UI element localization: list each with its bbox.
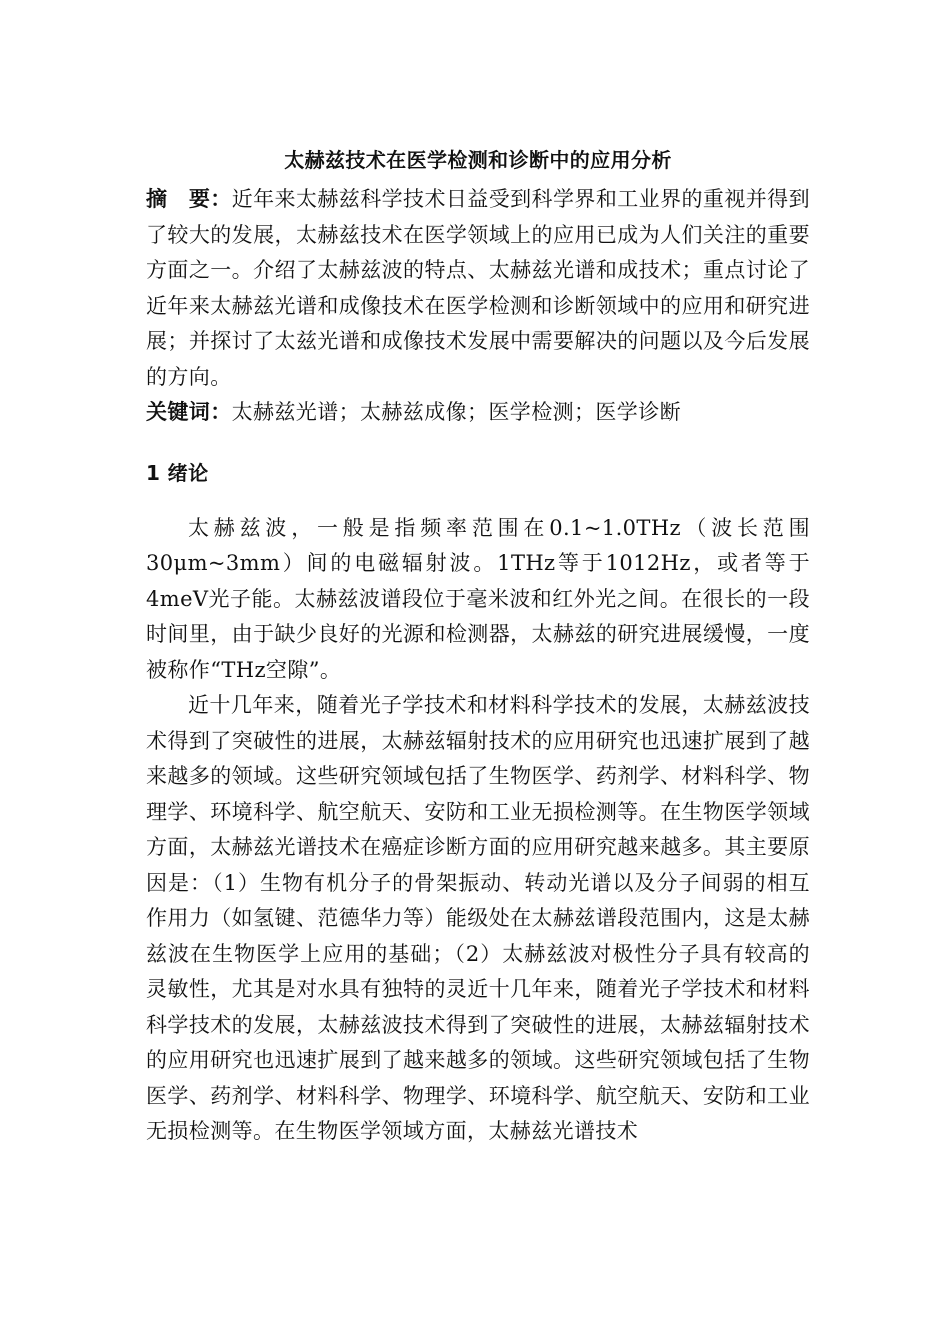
keywords-text: 太赫兹光谱；太赫兹成像；医学检测；医学诊断: [231, 400, 682, 424]
document-page: [146, 142, 810, 1150]
abstract-text: 近年来太赫兹科学技术日益受到科学界和工业界的重视并得到了较大的发展，太赫兹技术在医学领域上的应用已成为人们关注的重要方面之一。介绍了太赫兹波的特点、太赫兹光谱和成技术；重点讨论了近年来太赫兹光谱和成像技术在医学检测和诊断领域中的应用和研究进展；并探讨了太兹光谱和成像技术发展中需要解决的问题以及今后发展的方向。: [146, 187, 810, 389]
section-heading: 1 绪论: [146, 460, 209, 485]
body-paragraph-2: 近十几年来，随着光子学技术和材料科学技术的发展，太赫兹波技术得到了突破性的进展，太赫兹辐射技术的应用研究也迅速扩展到了越来越多的领域。这些研究领域包括了生物医学、药剂学、材料科学、物理学、环境科学、航空航天、安防和工业无损检测等。在生物医学领域方面，太赫兹光谱技术在癌症诊断方面的应用研究越来越多。其主要原因是：（1）生物有机分子的骨架振动、转动光谱以及分子间弱的相互作用力（如氢键、范德华力等）能级处在太赫兹谱段范围内，这是太赫兹波在生物医学上应用的基础；（2）太赫兹波对极性分子具有较高的灵敏性，尤其是对水具有独特的灵近十几年来，随着光子学技术和材料科学技术的发展，太赫兹波技术得到了突破性的进展，太赫兹辐射技术的应用研究也迅速扩展到了越来越多的领域。这些研究领域包括了生物医学、药剂学、材料科学、物理学、环境科学、航空航天、安防和工业无损检测等。在生物医学领域方面，太赫兹光谱技术: [146, 693, 810, 1143]
body-paragraph-1: 太赫兹波，一般是指频率范围在0.1~1.0THz（波长范围30μm~3mm）间的电磁辐射波。1THz等于1012Hz，或者等于4meV光子能。太赫兹波谱段位于毫米波和红外光之间。在很长的一段时间里，由于缺少良好的光源和检测器，太赫兹的研究进展缓慢，一度被称作“THz空隙”。: [146, 515, 810, 682]
keywords-label: 关键词：: [146, 400, 232, 424]
document-title: 太赫兹技术在医学检测和诊断中的应用分析: [284, 148, 672, 172]
abstract: [146, 182, 810, 395]
keywords: [146, 395, 810, 431]
abstract-label: 摘 要：: [146, 187, 232, 211]
